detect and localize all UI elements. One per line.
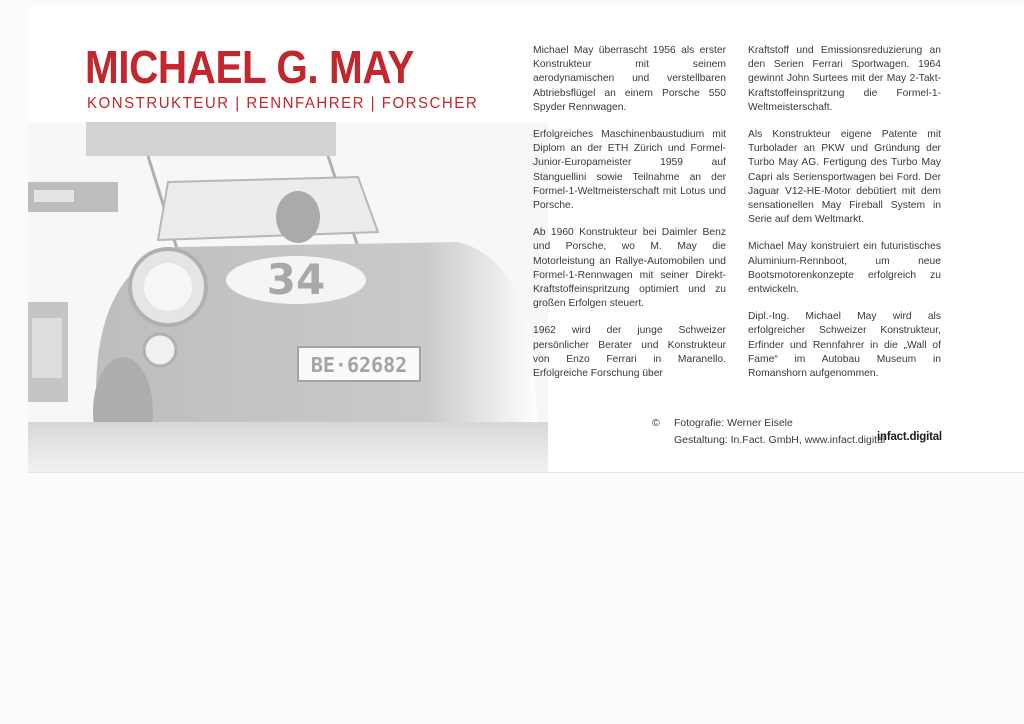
- brand-logo: infact.digital: [877, 431, 942, 443]
- paragraph: Dipl.-Ing. Michael May wird als erfolgreicher Schweizer Konstrukteur, Erfinder und Rennfahrer in die „Wall of Fame“ im Autobau Museum in Romanshorn aufgenommen.: [748, 311, 941, 380]
- design-credit: Gestaltung: In.Fact. GmbH, www.infact.digital: [674, 434, 886, 446]
- paragraph: Erfolgreiches Maschinenbaustudium mit Diplom an der ETH Zürich und Formel-Junior-Europameister 1959 auf Stanguellini sowie Teilnahme an der Formel-1-Weltmeisterschaft mit Lotus und Porsche.: [533, 129, 726, 212]
- text-column-2: [748, 44, 941, 394]
- design-credit-row: [652, 432, 885, 449]
- paragraph: Kraftstoff und Emissionsreduzierung an den Serien Ferrari Sportwagen. 1964 gewinnt John Surtees mit der May 2-Takt-Kraftstoffeinspritzung die Formel-1-Weltmeisterschaft.: [748, 45, 941, 113]
- info-card: [28, 6, 1024, 473]
- photo-credit: Fotografie: Werner Eisele: [674, 417, 793, 429]
- text-column-1: [533, 44, 726, 394]
- rear-wing: [86, 122, 336, 156]
- paragraph: Michael May überrascht 1956 als erster Konstrukteur mit seinem aerodynamischen und verstellbaren Abtriebsflügel an einem Porsche 550 Spyder Rennwagen.: [533, 45, 726, 113]
- windscreen: [158, 177, 378, 240]
- paragraph: Michael May konstruiert ein futuristisches Aluminium-Rennboot, um neue Bootsmotorenkonzepte erfolgreich zu entwickeln.: [748, 241, 941, 296]
- race-number: 34: [266, 255, 326, 304]
- license-plate-text: BE·62682: [310, 353, 408, 377]
- credits: [652, 415, 885, 449]
- page-title: MICHAEL G. MAY: [85, 41, 414, 93]
- copyright-icon: ©: [652, 417, 660, 429]
- race-car-photo: [28, 122, 548, 472]
- paragraph: Ab 1960 Konstrukteur bei Daimler Benz und Porsche, wo M. May die Motorleistung an Rallye-Automobilen und Formel-1-Rennwagen mit seiner Direkt-Kraftstoffeinspritzung optimiert und zu großen Erfolgen steuert.: [533, 227, 726, 310]
- photo-credit-row: [652, 415, 885, 432]
- paragraph: 1962 wird der junge Schweizer persönlicher Berater und Konstrukteur von Enzo Ferrari in Maranello. Erfolgreiche Forschung über: [533, 325, 726, 380]
- page-subtitle: KONSTRUKTEUR | RENNFAHRER | FORSCHER: [87, 95, 479, 112]
- paragraph: Als Konstrukteur eigene Patente mit Turbolader an PKW und Gründung der Turbo May AG. Fertigung des Turbo May Capri als Seriensportwagen bei Ford. Der Jaguar V12-HE-Motor debütiert mit dem sensationellen May Fireball System in Serie auf dem Weltmarkt.: [748, 129, 941, 226]
